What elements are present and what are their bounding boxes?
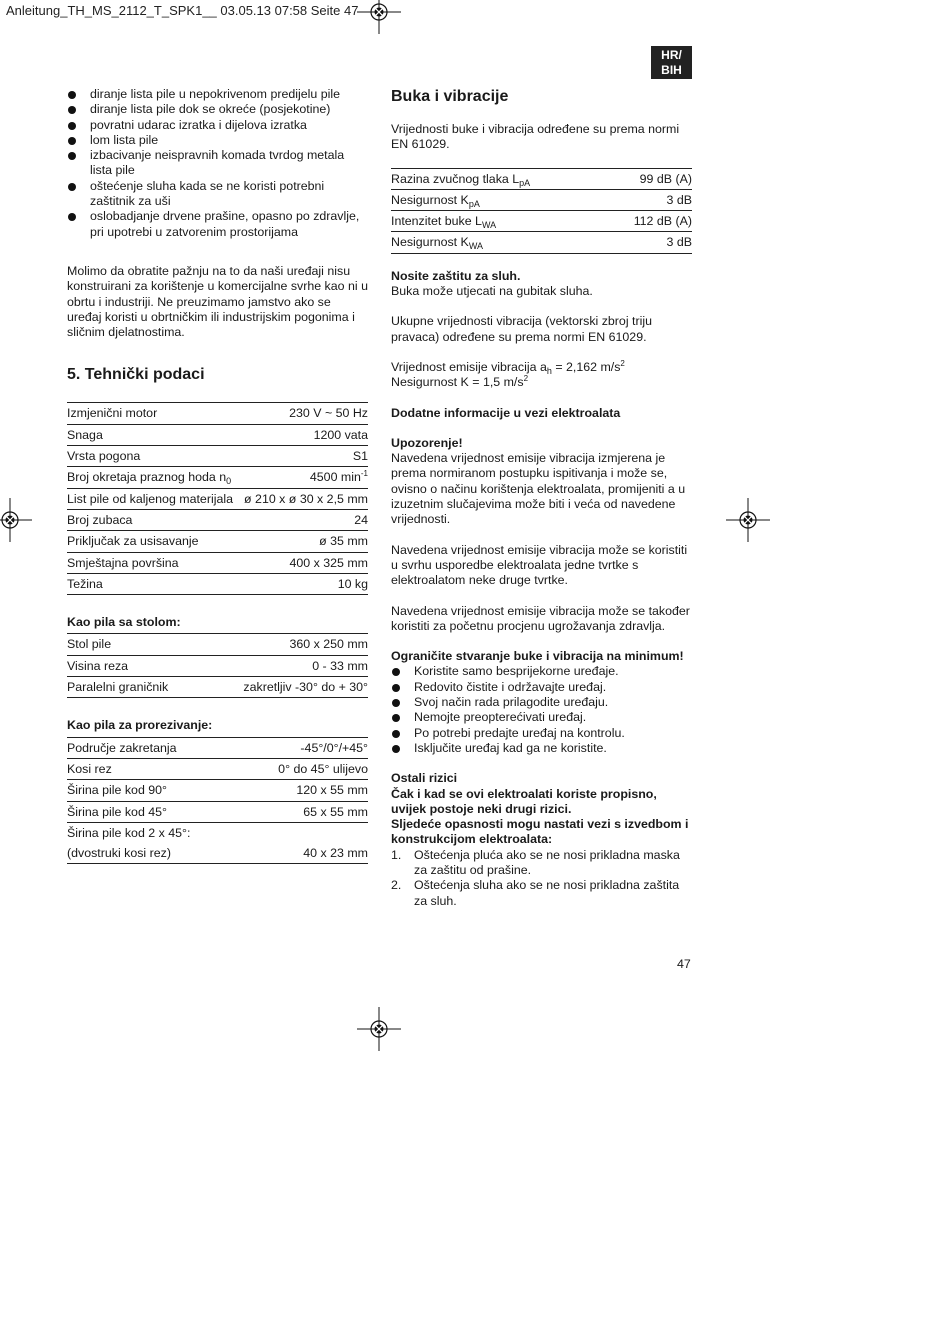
table-row <box>67 758 368 779</box>
noise-subscript: WA <box>481 220 497 231</box>
spec-value: 0 - 33 mm <box>202 655 368 676</box>
spec-label: Kosi rez <box>67 758 241 779</box>
noise-subscript: pA <box>468 198 480 209</box>
table-row <box>391 232 692 253</box>
page-number: 47 <box>677 957 691 971</box>
spec-value: S1 <box>239 446 368 467</box>
table-row <box>67 509 368 530</box>
spec-value <box>241 822 368 843</box>
spec-value: ø 210 x ø 30 x 2,5 mm <box>239 488 368 509</box>
vibration-value-subscript: h <box>546 365 552 376</box>
spec-value: 65 x 55 mm <box>241 801 368 822</box>
list-item <box>391 848 692 879</box>
vibration-intro: Ukupne vrijednosti vibracija (vektorski zbroj triju pravaca) određene su prema normi EN 61029. <box>391 314 652 344</box>
miter-saw-heading: Kao pila za prorezivanje: <box>67 718 213 733</box>
noise-label: Nesigurnost K <box>391 235 469 250</box>
badge-line2: BIH <box>661 63 682 77</box>
commercial-use-note: Molimo da obratite pažnju na to da naši uređaji nisu konstruirani za korištenje u komercijalne svrhe kao ni u obrtu i industriji. Ne preuzimamo jamstvo ako se uređaj koristi u obrtničkim ili industrijskim pogonima i sličnim djelatnostima. <box>67 263 368 340</box>
noise-value: 3 dB <box>603 189 692 210</box>
noise-vibration-title: Buka i vibracije <box>391 88 509 105</box>
noise-label: Nesigurnost K <box>391 192 469 207</box>
residual-risks-heading: Ostali rizici <box>391 771 458 786</box>
table-row <box>67 677 368 698</box>
table-row <box>391 189 692 210</box>
spec-table <box>67 402 368 595</box>
vibration-value-exponent: 2 <box>620 358 625 368</box>
list-text: Oštećenja pluća ako se ne nosi prikladna maska za zaštitu od prašine. <box>414 847 680 877</box>
spec-label: Širina pile kod 90° <box>67 780 241 801</box>
spec-value: 0° do 45° ulijevo <box>241 758 368 779</box>
miter-saw-spec-table <box>67 737 368 865</box>
noise-subscript: WA <box>468 241 483 252</box>
noise-label-cell <box>391 211 603 232</box>
spec-label: Širina pile kod 2 x 45°: <box>67 825 191 840</box>
list-item: Redovito čistite i održavajte uređaj. <box>391 680 692 695</box>
residual-risks-bold-text: Sljedeće opasnosti mogu nastati vezi s izvedbom i konstrukcijom elektroalata: <box>391 817 689 847</box>
table-row <box>67 467 368 488</box>
noise-label-cell <box>391 168 603 189</box>
vibration-value-label: Vrijednost emisije vibracija a <box>391 359 547 374</box>
hearing-protection-text: Buka može utjecati na gubitak sluha. <box>391 284 593 299</box>
list-item: Koristite samo besprijekorne uređaje. <box>391 664 692 679</box>
table-row <box>67 737 368 758</box>
list-item <box>391 878 692 909</box>
noise-value: 112 dB (A) <box>603 211 692 232</box>
spec-value: 120 x 55 mm <box>241 780 368 801</box>
badge-line1: HR/ <box>661 48 682 62</box>
spec-label: Broj okretaja praznog hoda <box>67 470 216 485</box>
right-column <box>391 87 692 909</box>
list-item: Svoj način rada prilagodite uređaju. <box>391 695 692 710</box>
spec-value-rpm <box>239 467 368 488</box>
risk-bullet-list <box>67 87 368 240</box>
spec-value: 10 kg <box>239 573 368 594</box>
spec-label: Priključak za usisavanje <box>67 531 239 552</box>
list-item: izbacivanje neispravnih komada tvrdog metala lista pile <box>67 148 368 179</box>
spec-value-exponent: -1 <box>360 469 368 479</box>
extra-info-heading: Dodatne informacije u vezi elektroalata <box>391 405 621 420</box>
spec-value: 400 x 325 mm <box>239 552 368 573</box>
list-item: diranje lista pile u nepokrivenom predijelu pile <box>67 87 368 102</box>
rpm-symbol: n <box>219 470 227 485</box>
noise-subscript: pA <box>519 177 531 188</box>
table-row <box>391 168 692 189</box>
list-item: Isključite uređaj kad ga ne koristite. <box>391 741 692 756</box>
spec-value: -45°/0°/+45° <box>241 737 368 758</box>
noise-label: Razina zvučnog tlaka L <box>391 171 520 186</box>
noise-table <box>391 168 692 254</box>
table-row <box>67 801 368 822</box>
noise-label: Intenzitet buke L <box>391 214 482 229</box>
list-text: Oštećenja sluha ako se ne nosi prikladna zaštita za sluh. <box>414 878 680 908</box>
table-row <box>67 655 368 676</box>
table-row <box>67 424 368 445</box>
list-number: 1. <box>391 847 402 862</box>
spec-value: 24 <box>239 509 368 530</box>
list-item: diranje lista pile dok se okreće (posjekotine) <box>67 102 368 117</box>
spec-label-rpm <box>67 467 239 488</box>
list-item: povratni udarac izratka i dijelova izratka <box>67 118 368 133</box>
list-item: oslobadjanje drvene prašine, opasno po zdravlje, pri upotrebi u zatvorenim prostorijama <box>67 209 368 240</box>
noise-value: 3 dB <box>603 232 692 253</box>
list-item: lom lista pile <box>67 133 368 148</box>
noise-intro: Vrijednosti buke i vibracija određene su prema normi EN 61029. <box>391 122 680 152</box>
table-saw-spec-table <box>67 633 368 698</box>
warning-heading: Upozorenje! <box>391 435 463 450</box>
spec-value: 1200 vata <box>239 424 368 445</box>
spec-label: Područje zakretanja <box>67 737 241 758</box>
spec-value: zakretljiv -30° do + 30° <box>202 677 368 698</box>
crop-mark-icon <box>726 498 770 542</box>
crop-mark-icon <box>357 0 401 34</box>
noise-label-cell <box>391 232 603 253</box>
table-row <box>67 446 368 467</box>
left-column <box>67 87 368 864</box>
limit-bullet-list <box>391 664 692 756</box>
list-item: oštećenje sluha kada se ne koristi potrebni zaštitnik za uši <box>67 179 368 210</box>
spec-label: Stol pile <box>67 634 202 655</box>
crop-mark-icon <box>0 498 32 542</box>
vibration-value-number: = 2,162 m/s <box>551 359 621 374</box>
table-row <box>67 780 368 801</box>
noise-label-cell <box>391 189 603 210</box>
section-title: 5. Tehnički podaci <box>67 366 205 384</box>
spec-label: Broj zubaca <box>67 509 239 530</box>
table-row <box>67 843 368 864</box>
spec-value: 40 x 23 mm <box>241 843 368 864</box>
spec-label: Snaga <box>67 424 239 445</box>
warning-paragraph: Navedena vrijednost emisije vibracija može se koristiti u svrhu usporedbe elektroalata jedne tvrtke s elektroalatom neke druge tvrtke. <box>391 542 688 588</box>
spec-value: ø 35 mm <box>239 531 368 552</box>
spec-label: List pile od kaljenog materijala <box>67 488 239 509</box>
spec-label: Širina pile kod 45° <box>67 801 241 822</box>
residual-risks-bold-text: Čak i kad se ovi elektroalati koriste propisno, uvijek postoje neki drugi rizici. <box>391 786 657 816</box>
table-row <box>391 211 692 232</box>
spec-label: Vrsta pogona <box>67 446 239 467</box>
hearing-protection-heading: Nosite zaštitu za sluh. <box>391 268 521 283</box>
spec-value: 230 V ~ 50 Hz <box>239 403 368 424</box>
spec-label: Smještajna površina <box>67 552 239 573</box>
list-item: Nemojte preopterećivati uređaj. <box>391 710 692 725</box>
list-item: Po potrebi predajte uređaj na kontrolu. <box>391 726 692 741</box>
spec-label: Izmjenični motor <box>67 403 239 424</box>
spec-label: Težina <box>67 573 239 594</box>
spec-value: 360 x 250 mm <box>202 634 368 655</box>
spec-label: (dvostruki kosi rez) <box>67 843 241 864</box>
spec-value: 4500 min <box>309 470 361 485</box>
warning-paragraph: Navedena vrijednost emisije vibracija izmjerena je prema normiranom postupku ispitivanja i može se, ovisno o načinu korištenja elektroalata, promijeniti a u izuzetnim slučajevima može biti i veća od navedene vrijednosti. <box>391 451 686 527</box>
table-row <box>67 403 368 424</box>
limit-noise-heading: Ograničite stvaranje buke i vibracija na minimum! <box>391 649 684 664</box>
table-row <box>67 634 368 655</box>
print-header: Anleitung_TH_MS_2112_T_SPK1__ 03.05.13 07:58 Seite 47 <box>6 3 359 18</box>
vibration-uncertainty <box>391 375 692 390</box>
vibration-uncertainty-text: Nesigurnost K = 1,5 m/s <box>391 375 524 390</box>
spec-label: Paralelni graničnik <box>67 677 202 698</box>
table-row <box>67 822 368 843</box>
vibration-value <box>391 360 692 375</box>
rpm-subscript: 0 <box>226 476 232 487</box>
vibration-uncertainty-exponent: 2 <box>523 374 529 384</box>
table-row <box>67 488 368 509</box>
warning-paragraph: Navedena vrijednost emisije vibracija može se također koristiti za početnu procjenu ugrožavanja zdravlja. <box>391 603 690 633</box>
noise-value: 99 dB (A) <box>603 168 692 189</box>
table-row <box>67 573 368 594</box>
table-saw-heading: Kao pila sa stolom: <box>67 615 181 630</box>
table-row <box>67 552 368 573</box>
spec-label: Visina reza <box>67 655 202 676</box>
table-row <box>67 531 368 552</box>
residual-risks-list <box>391 848 692 909</box>
language-badge <box>651 46 692 79</box>
list-number: 2. <box>391 878 402 893</box>
crop-mark-icon <box>357 1007 401 1051</box>
